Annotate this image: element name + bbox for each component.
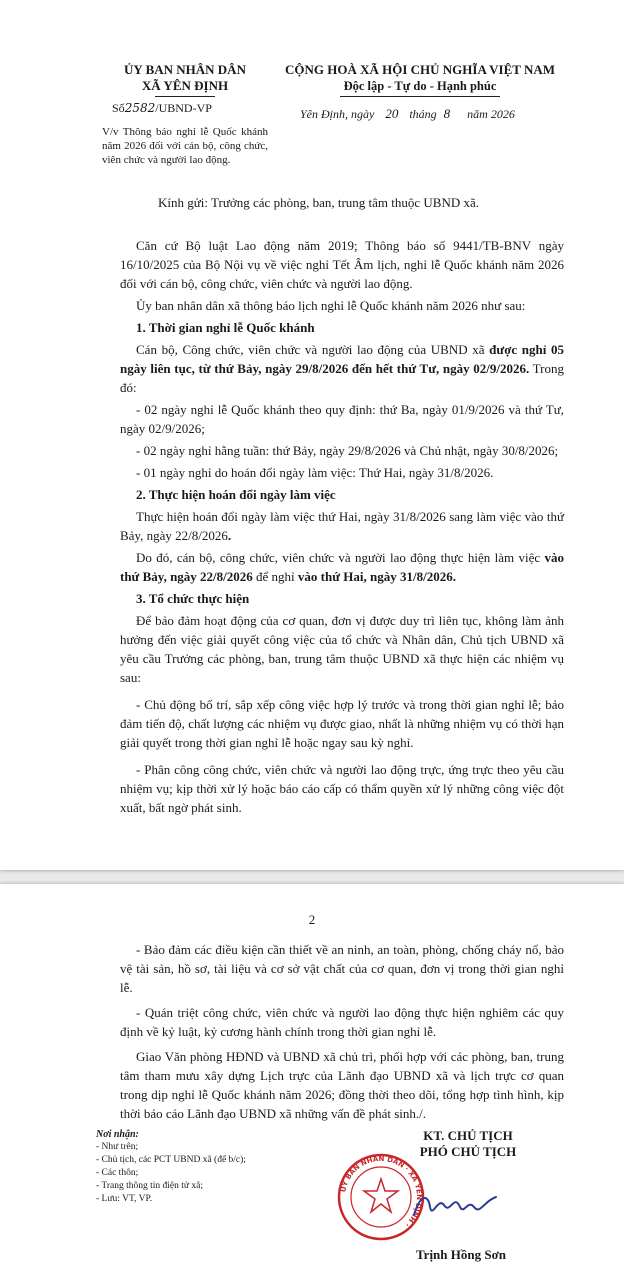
paragraph: Để bảo đảm hoạt động của cơ quan, đơn vị được duy trì liên tục, không làm ảnh hưởng đến việc giải quyết công việc của tổ chức và Nhân dân, Chủ tịch UBND xã yêu cầu Trưởng các phòng, ban, trung tâm thuộc UBND xã thực hiện các nhiệm vụ sau: bbox=[120, 613, 564, 685]
bold-run: vào thứ Hai, ngày 31/8/2026. bbox=[297, 569, 456, 584]
section-heading-3: 3. Tổ chức thực hiện bbox=[136, 591, 250, 606]
list-item: - Phân công công chức, viên chức và người lao động trực, ứng trực theo yêu cầu nhiệm vụ; kịp thời xử lý hoặc báo cáo cấp có thẩm quyền xử lý những công việc đột xuất, bất ngờ phát sinh. bbox=[120, 762, 564, 815]
national-title bbox=[272, 62, 568, 97]
document-body bbox=[120, 236, 564, 817]
text-run: Thực hiện hoán đổi ngày làm việc thứ Hai, ngày 31/8/2026 sang làm việc vào thứ Bảy, ngày 22/8/2026 bbox=[120, 509, 564, 543]
recipient-line: Kính gửi: Trưởng các phòng, ban, trung tâm thuộc UBND xã. bbox=[158, 195, 480, 210]
paragraph: Giao Văn phòng HĐND và UBND xã chủ trì, phối hợp với các phòng, ban, trung tâm tham mưu xây dựng Lịch trực của Lãnh đạo UBND xã và lịch trực cơ quan trong dịp nghỉ lễ Quốc khánh năm 2026; đồng thời theo dõi, tổng hợp tình hình, kịp thời báo cáo Lãnh đạo UBND xã những vấn đề phát sinh./. bbox=[120, 1049, 564, 1121]
svg-text:UỶ BAN NHÂN DÂN · XÃ YÊN ĐỊNH: UỶ BAN NHÂN DÂN · XÃ YÊN ĐỊNH · bbox=[339, 1154, 424, 1229]
motto-underline bbox=[340, 96, 500, 97]
list-item: - 02 ngày nghỉ hằng tuần: thứ Bảy, ngày 29/8/2026 và Chủ nhật, ngày 30/8/2026; bbox=[136, 443, 559, 458]
list-item: - Quán triệt công chức, viên chức và người lao động thực hiện nghiêm các quy định về kỷ luật, kỷ cương hành chính trong thời gian nghỉ lễ. bbox=[120, 1005, 564, 1039]
recipient-item: - Như trên; bbox=[96, 1142, 139, 1152]
month-label: tháng bbox=[409, 107, 437, 121]
recipients-title: Nơi nhận: bbox=[96, 1129, 139, 1140]
bold-run: vào thứ Bảy, ngày 22/8/2026 bbox=[120, 550, 564, 584]
authority-line-1: ỦY BAN NHÂN DÂN bbox=[124, 62, 246, 77]
recipient-item: - Các thôn; bbox=[96, 1168, 139, 1178]
date-month: 8 bbox=[443, 106, 451, 121]
motto-line: Độc lập - Tự do - Hạnh phúc bbox=[343, 79, 497, 93]
paragraph: Ủy ban nhân dân xã thông báo lịch nghỉ lễ Quốc khánh năm 2026 như sau: bbox=[136, 298, 526, 313]
recipient-item: - Lưu: VT, VP. bbox=[96, 1194, 153, 1204]
national-title-line: CỘNG HOÀ XÃ HỘI CHỦ NGHĨA VIỆT NAM bbox=[284, 62, 556, 77]
bold-run: được nghỉ 05 ngày liên tục, từ thứ Bảy, ngày 29/8/2026 đến hết thứ Tư, ngày 02/9/2026. bbox=[120, 342, 564, 376]
issuing-authority bbox=[100, 62, 270, 97]
section-heading-2: 2. Thực hiện hoán đổi ngày làm việc bbox=[136, 487, 336, 502]
place-label: Yên Định, ngày bbox=[300, 107, 375, 121]
list-item: - 02 ngày nghỉ lễ Quốc khánh theo quy định: thứ Ba, ngày 01/9/2026 và thứ Tư, ngày 02/9/2026; bbox=[120, 402, 564, 436]
date-day: 20 bbox=[385, 106, 399, 121]
authority-underline bbox=[155, 96, 215, 97]
list-item: - 01 ngày nghỉ do hoán đổi ngày làm việc: Thứ Hai, ngày 31/8/2026. bbox=[136, 465, 494, 480]
doc-no-number: 2582 bbox=[124, 101, 156, 115]
text-run: Trong đó: bbox=[120, 361, 564, 395]
signature-title-2: PHÓ CHỦ TỊCH bbox=[419, 1144, 517, 1159]
section-heading-1: 1. Thời gian nghỉ lễ Quốc khánh bbox=[136, 320, 315, 335]
handwritten-signature-icon bbox=[410, 1185, 500, 1225]
document-body-page-2 bbox=[120, 940, 564, 1123]
paragraph: Căn cứ Bộ luật Lao động năm 2019; Thông báo số 9441/TB-BNV ngày 16/10/2025 của Bộ Nội vụ về việc nghỉ Tết Âm lịch, nghỉ lễ Quốc khánh năm 2026 đối với cán bộ, công chức, viên chức và người lao động. bbox=[120, 238, 564, 291]
paragraph bbox=[120, 340, 564, 397]
recipient-item: - Chủ tịch, các PCT UBND xã (để b/c); bbox=[96, 1155, 246, 1165]
list-item: - Bảo đảm các điều kiện cần thiết về an ninh, an toàn, phòng, chống cháy nổ, bảo vệ tài sản, hồ sơ, tài liệu và cơ sở vật chất của cơ quan, đơn vị trong thời gian nghỉ lễ. bbox=[120, 942, 564, 995]
page-number: 2 bbox=[308, 912, 316, 927]
list-item: - Chủ động bố trí, sắp xếp công việc hợp lý trước và trong thời gian nghỉ lễ; bảo đảm tiến độ, chất lượng các nhiệm vụ được giao, nhất là những nhiệm vụ có thời hạn giải quyết trong thời gian nghỉ lễ hoặc ngay sau kỳ nghỉ. bbox=[120, 697, 564, 750]
text-run: Do đó, cán bộ, công chức, viên chức và người lao động thực hiện làm việc bbox=[136, 550, 545, 565]
authority-line-2: XÃ YÊN ĐỊNH bbox=[141, 78, 229, 93]
place-date bbox=[300, 106, 515, 122]
doc-no-prefix: Số bbox=[112, 101, 125, 115]
date-year: năm 2026 bbox=[467, 107, 515, 121]
document-subject: V/v Thông báo nghỉ lễ Quốc khánh năm 2026 đối với cán bộ, công chức, viên chức và người lao động. bbox=[102, 126, 268, 166]
recipient-item: - Trang thông tin điện tử xã; bbox=[96, 1181, 204, 1191]
bold-run: . bbox=[227, 528, 232, 543]
paragraph bbox=[120, 548, 564, 586]
paragraph bbox=[120, 507, 564, 545]
doc-no-suffix: /UBND-VP bbox=[155, 101, 212, 115]
signer-name: Trịnh Hồng Sơn bbox=[415, 1247, 507, 1262]
recipients-block bbox=[96, 1128, 316, 1206]
text-run: để nghỉ bbox=[252, 569, 298, 584]
signature-title-1: KT. CHỦ TỊCH bbox=[423, 1128, 513, 1143]
document-number bbox=[112, 101, 212, 116]
text-run: Cán bộ, Công chức, viên chức và người lao động của UBND xã bbox=[136, 342, 490, 357]
